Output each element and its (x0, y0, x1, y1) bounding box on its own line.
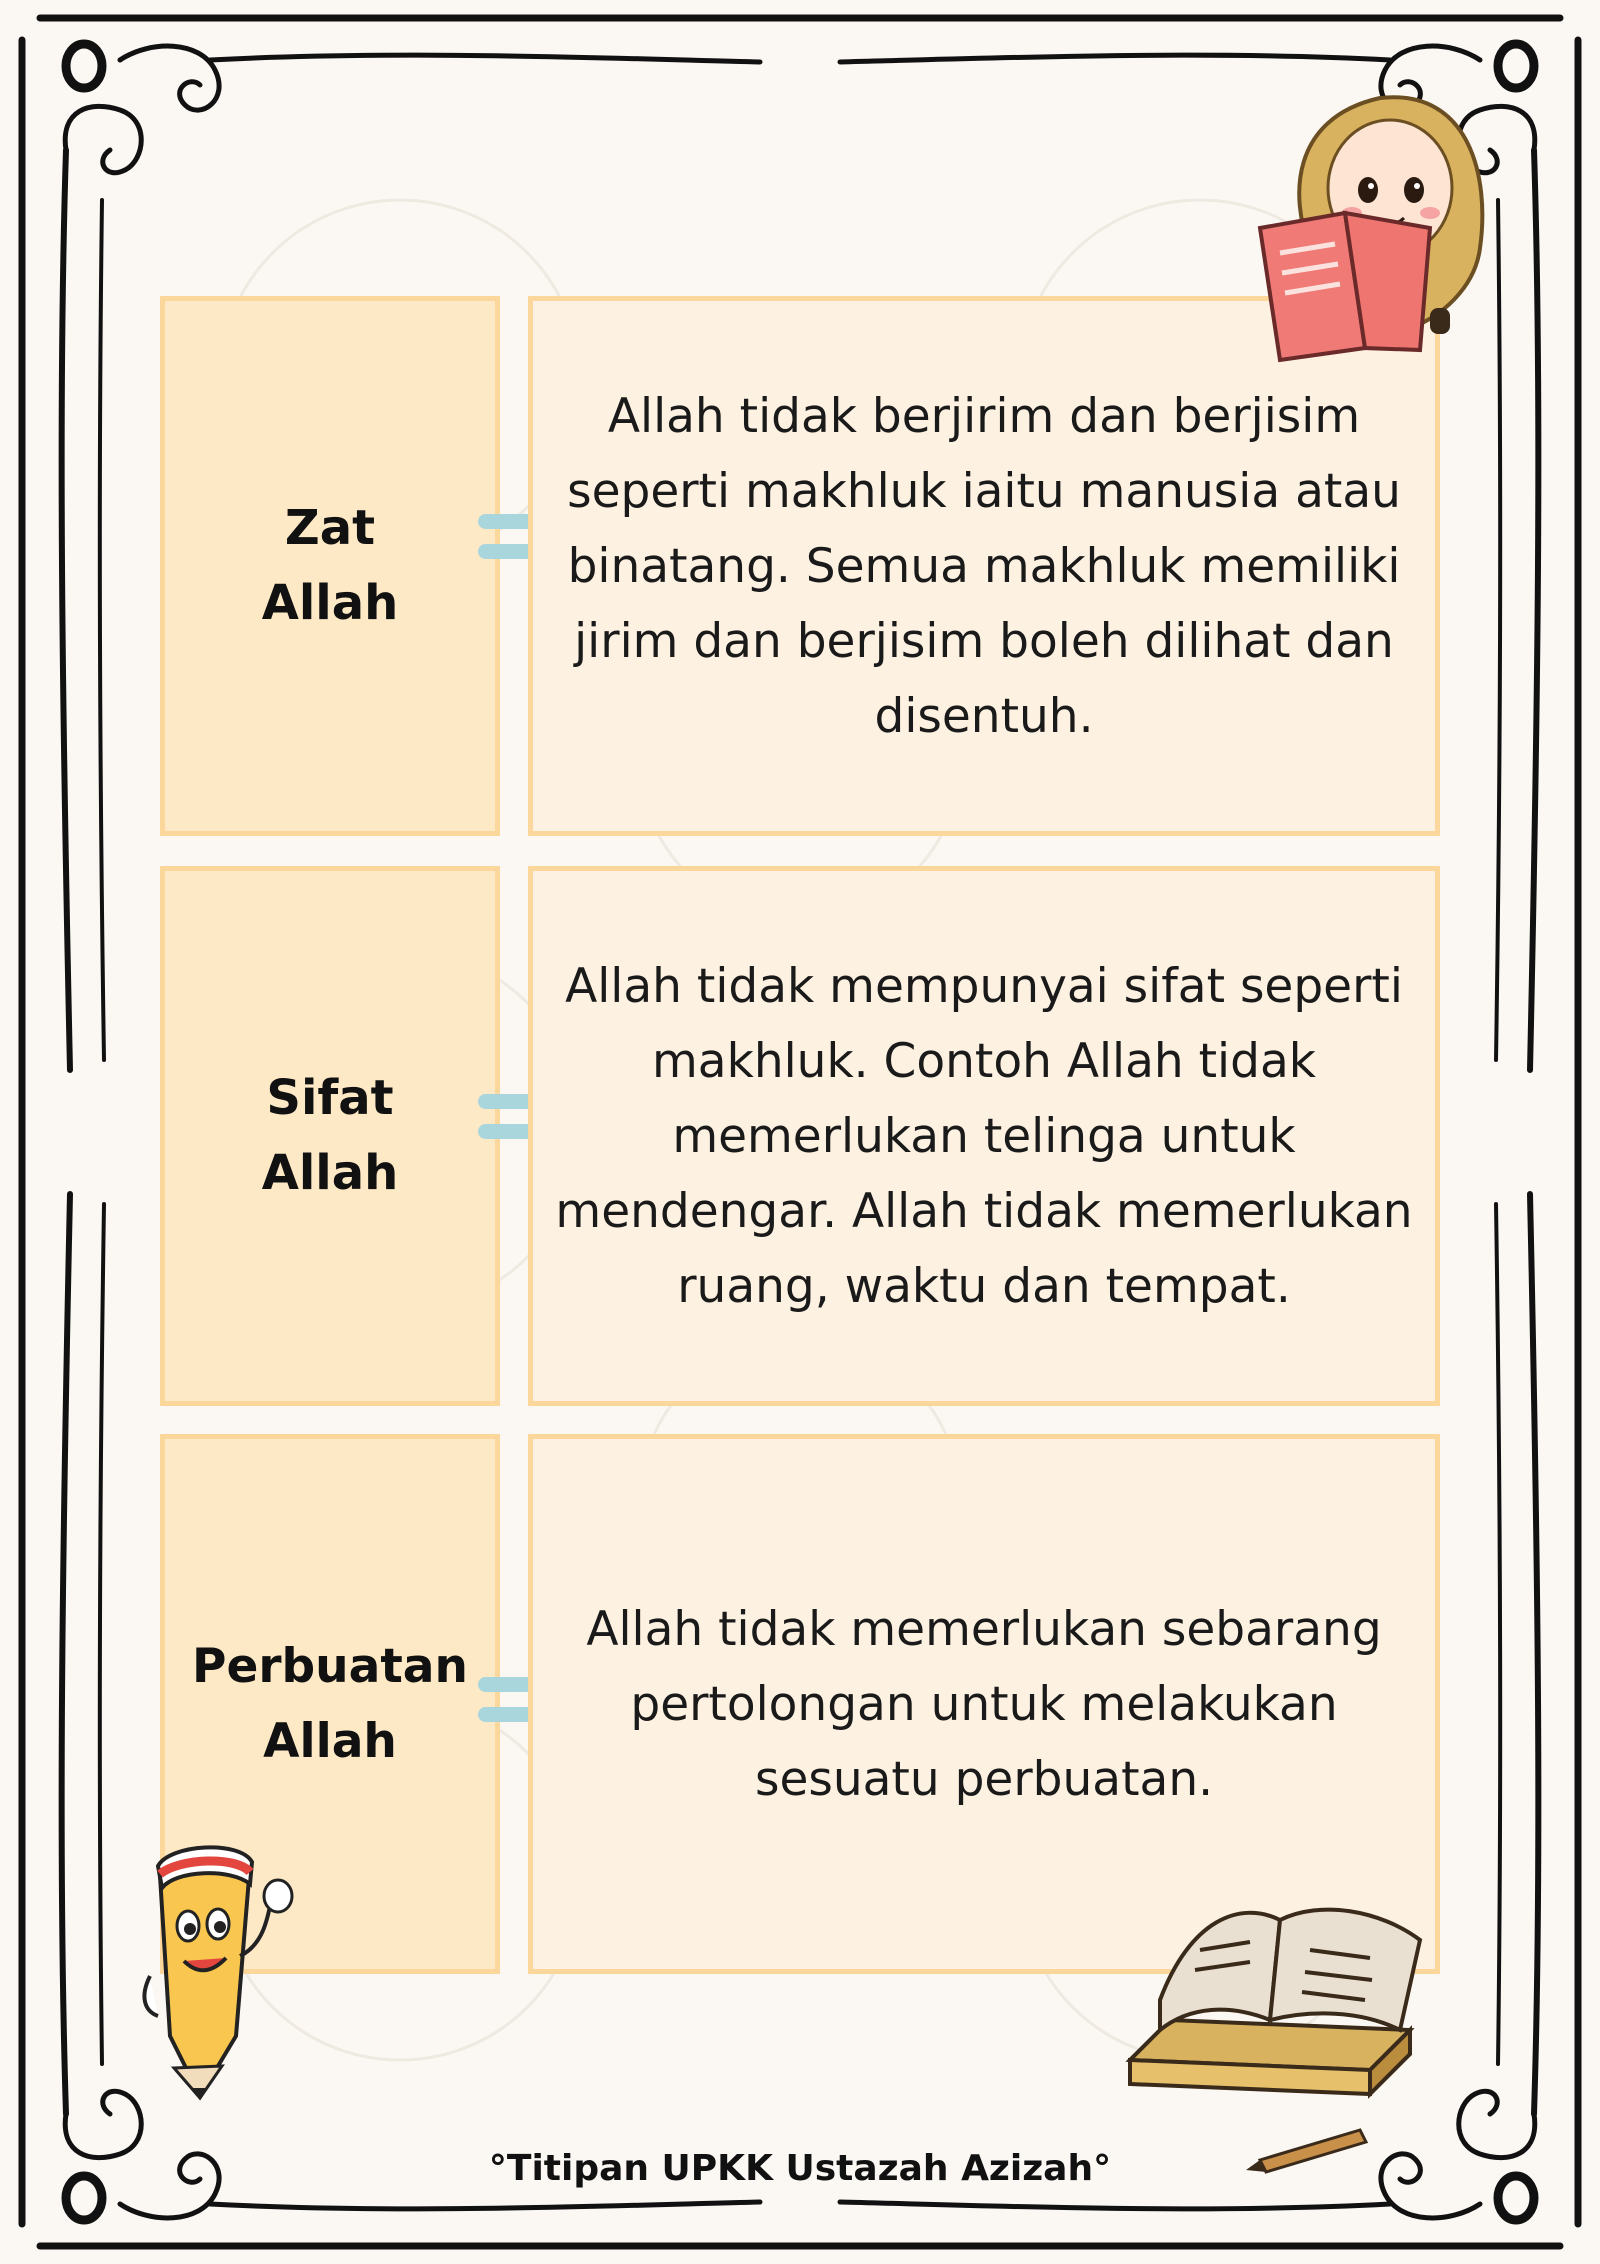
pencil-character-icon (140, 1836, 310, 2106)
footer-credit: °Titipan UPKK Ustazah Azizah° (488, 2148, 1112, 2189)
row-label: Perbuatan Allah (192, 1639, 468, 1769)
label-box (160, 296, 500, 836)
book-stack-icon (1110, 1880, 1480, 2180)
row-sifat-allah (160, 866, 1440, 1406)
row-label: Zat Allah (261, 500, 399, 631)
description-box (528, 296, 1440, 836)
row-description: Allah tidak mempunyai sifat seperti makhluk. Contoh Allah tidak memerlukan telinga untuk mendengar. Allah tidak memerlukan ruang, waktu dan tempat. (555, 958, 1413, 1314)
row-zat-allah (160, 296, 1440, 836)
row-label: Sifat Allah (261, 1070, 399, 1201)
girl-reading-icon (1250, 78, 1500, 368)
label-box (160, 866, 500, 1406)
row-description: Allah tidak memerlukan sebarang pertolongan untuk melakukan sesuatu perbuatan. (586, 1601, 1382, 1807)
description-box (528, 866, 1440, 1406)
row-description: Allah tidak berjirim dan berjisim seperti makhluk iaitu manusia atau binatang. Semua makhluk memiliki jirim dan berjisim boleh dilihat dan disentuh. (567, 388, 1401, 744)
